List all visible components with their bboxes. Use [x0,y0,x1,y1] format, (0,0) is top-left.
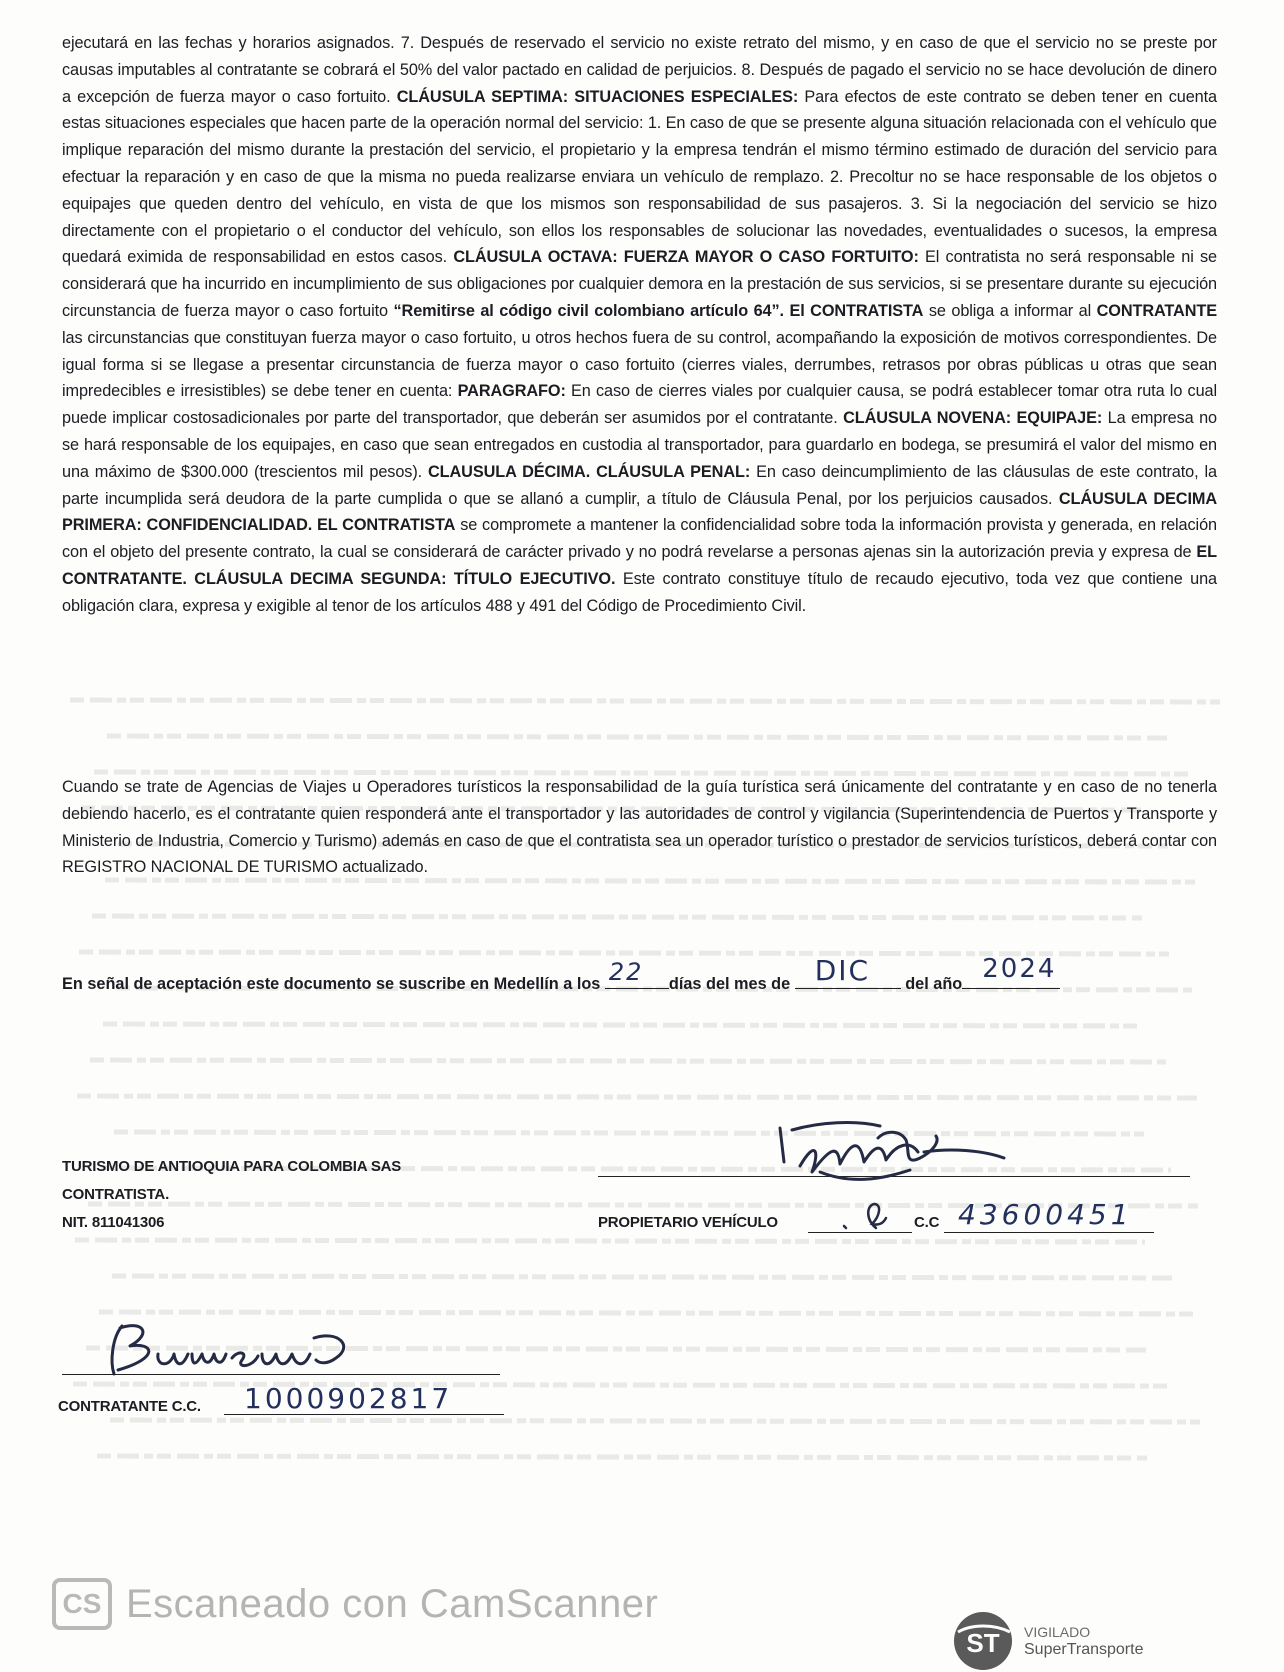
owner-signature [836,1200,896,1234]
clause-text: ejecutará en las fechas y horarios asignados. 7. Después de reservado el servicio no existe retrato del mismo, y en caso de que el servicio no se preste por causas imputables al contratante se cobrará el 50% del valor pactado en calidad de perjuicios. 8. Después de pagado el servicio no se hace devolución de dinero a excepción de fuerza mayor o caso fortuito. [62,34,1217,106]
bleed-through-line [75,1240,1145,1242]
bleed-through-line [77,1096,1197,1098]
client-signature [92,1318,392,1382]
clause-text: La empresa no se hará responsable de los equipajes, en caso que sean entregados en custodia al transportador, para guardarlo en bodega, se presumirá el valor del mismo en una máximo de $300.000 (trescientos mil pesos). [62,409,1217,481]
bleed-through-line [112,1276,1172,1278]
client-signature-line [62,1374,500,1375]
day-handwritten: 22 [608,958,644,986]
day-blank [605,958,669,989]
owner-cc-line [944,1232,1154,1233]
bleed-through-line [92,916,1142,918]
acceptance-prefix: En señal de aceptación este documento se suscribe en Medellín a los [62,975,601,993]
bleed-through-line [99,1312,1199,1314]
acceptance-mid2: del año [905,975,963,993]
tourism-agency-paragraph: Cuando se trate de Agencias de Viajes u Operadores turísticos la responsabilidad de la guía turística será únicamente del contratante y en caso de no tenerla debiendo hacerlo, es el contratante quien responderá ante el transportador y las autoridades de control y vigilancia (Superintendencia de Puertos y Transporte y Ministerio de Industria, Comercio y Turismo) además en caso de que el contratista sea un operador turístico o prestador de servicios turísticos, deberá contar con REGISTRO NACIONAL DE TURISMO actualizado. [62,778,1217,877]
bleed-through-line [103,1024,1143,1026]
owner-cc-handwritten: 43600451 [958,1198,1133,1231]
seal-line1: VIGILADO [1024,1624,1091,1640]
clause-text: se compromete a mantener la confidencialidad sobre toda la información provista y generada, en relación con el objeto del presente contrato, la cual se considerará de carácter privado y no podrá revelarse a personas ajenas sin la autorización previa y expresa de [62,516,1217,562]
clause-text: En caso de cierres viales por cualquier causa, se podrá establecer tomar otra ruta lo cual puede implicar costosadicionales por parte del transportador, que deberán ser asumidos por el contratante. [62,382,1217,428]
clause-heading: CLÁUSULA OCTAVA: FUERZA MAYOR O CASO FORTUITO: [453,248,919,267]
bleed-through-line [107,736,1167,738]
clause-heading: El CONTRATISTA [789,301,924,320]
clause-heading: CLÁUSULA SEPTIMA: SITUACIONES ESPECIALES: [396,87,799,106]
clause-heading: “Remitirse al código civil colombiano artículo 64”. [393,301,784,320]
year-blank [962,954,1060,989]
bleed-through-line [90,1060,1170,1062]
bleed-through-line [70,700,1220,702]
owner-label: PROPIETARIO VEHÍCULO [598,1214,778,1231]
clause-heading: CLÁUSULA DECIMA PRIMERA: CONFIDENCIALIDAD. EL CONTRATISTA [62,489,1217,535]
acceptance-line [62,954,1060,994]
clause-text: se obliga a informar al [923,301,1097,320]
camscanner-logo-icon: CS [52,1578,112,1630]
supertransporte-logo-icon [952,1610,1014,1672]
clause-heading: EL CONTRATANTE. CLÁUSULA DECIMA SEGUNDA: TÍTULO EJECUTIVO. [62,543,1217,588]
bleed-through-line [97,1456,1147,1458]
acceptance-mid1: días del mes de [668,975,791,993]
clause-text: las circunstancias que constituyan fuerza mayor o caso fortuito, u otros hechos fuera de su control, acompañando la exposición de motivos correspondientes. De igual forma si se llegase a presentar circunstancia de fuerza mayor o caso fortuito (cierres viales, derrumbes, retrasos por obras públicas u otras que sean impredecibles e irresistibles) se debe tener en cuenta: [62,328,1217,401]
seal-line2: SuperTransporte [1024,1641,1144,1658]
client-cc-handwritten: 1000902817 [244,1382,453,1415]
clause-text: Este contrato constituye título de recaudo ejecutivo, toda vez que contiene una obligación clara, expresa y exigible al tenor de los artículos 488 y 491 del Código de Procedimiento Civil. [62,569,1217,615]
contractor-company: TURISMO DE ANTIOQUIA PARA COLOMBIA SAS [62,1158,402,1175]
month-handwritten: DIC [814,954,871,987]
clause-text: En caso deincumplimiento de las cláusulas de este contrato, la parte incumplida será deudora de la parte cumplida o que se allanó a cumplir, a título de Cláusula Penal, por los perjuicios causados. [62,462,1217,508]
supertransporte-seal [952,1610,1143,1672]
contractor-role: CONTRATISTA. [62,1186,170,1203]
clause-text: Para efectos de este contrato se deben tener en cuenta estas situaciones especiales que hacen parte de la operación normal del servicio: 1. En caso de que se presente alguna situación relacionada con el vehículo que implique reparación del mismo durante la prestación del servicio, el propietario y la empresa tendrán el mismo término estimado de duración del servicio para efectuar la reparación y en caso de que la misma no pueda realizarse enviara un vehículo de remplazo. 2. Precoltur no se hace responsable de los objetos o equipajes que queden dentro del vehículo, en vista de que los mismos son responsabilidad de sus pasajeros. 3. Si la negociación del servicio se hizo directamente con el propietario o el conductor del vehículo, son ellos los responsables de solucionar las novedades, eventualidades o sucesos, la empresa quedará eximida de responsabilidad en estos casos. [62,87,1217,267]
clause-heading: CLÁUSULA NOVENA: EQUIPAJE: [843,409,1103,428]
month-blank [795,954,901,989]
clause-text: El contratista no será responsable ni se considerará que ha incurrido en incumplimiento de sus obligaciones por cualquier demora en la prestación de sus servicios, si se presentare durante su ejecución circunstancia de fuerza mayor o caso fortuito [62,248,1217,320]
client-label: CONTRATANTE C.C. [58,1398,201,1415]
svg-text:ST: ST [966,1628,1000,1658]
contract-clauses-paragraph [62,30,1217,620]
clause-heading: PARAGRAFO: [457,382,566,401]
contractor-nit: NIT. 811041306 [62,1214,165,1231]
camscanner-text: Escaneado con CamScanner [126,1581,659,1626]
camscanner-watermark [52,1578,658,1630]
owner-cc-label: C.C [914,1214,940,1231]
year-handwritten: 2024 [982,954,1057,984]
clause-heading: CLAUSULA DÉCIMA. CLÁUSULA PENAL: [428,462,751,481]
seal-text [1024,1624,1143,1658]
bleed-through-line [110,1420,1200,1422]
bleed-through-line [73,1384,1173,1386]
clause-heading: CONTRATANTE [1096,301,1217,320]
contractor-signature [760,1100,1020,1200]
